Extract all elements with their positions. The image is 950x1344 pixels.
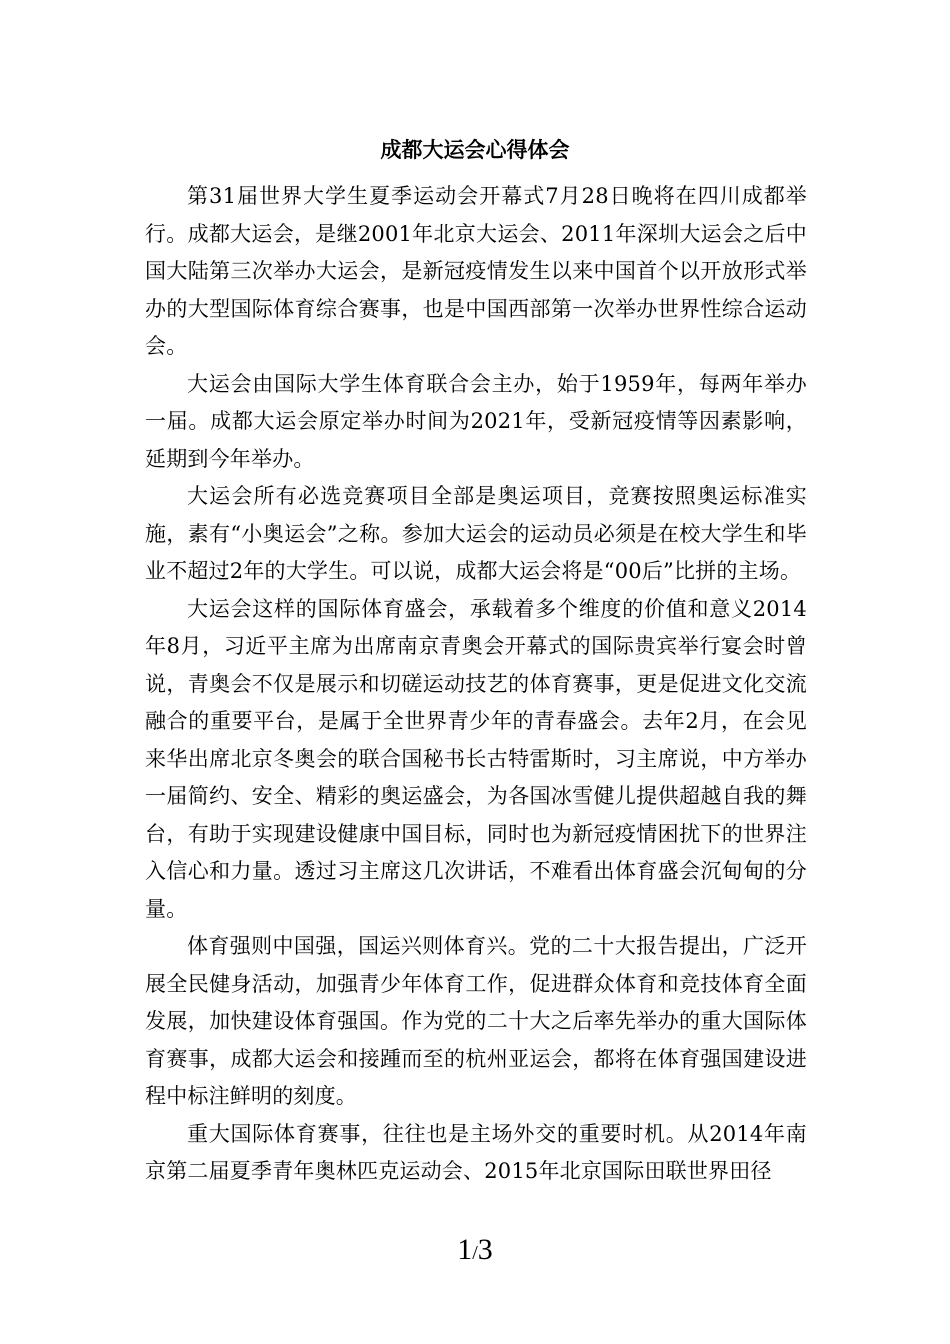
- page-number: [0, 1232, 950, 1271]
- paragraph: 第31届世界大学生夏季运动会开幕式7月28日晚将在四川成都举行。成都大运会，是继2001年北京大运会、2011年深圳大运会之后中国大陆第三次举办大运会，是新冠疫情发生以来中国首个以开放形式举办的大型国际体育综合赛事，也是中国西部第一次举办世界性综合运动会。: [145, 184, 807, 358]
- paragraph: 大运会由国际大学生体育联合会主办，始于1959年，每两年举办一届。成都大运会原定举办时间为2021年，受新冠疫情等因素影响，延期到今年举办。: [145, 371, 807, 471]
- page-number-separator: /: [472, 1242, 478, 1264]
- page-number-total: 3: [477, 1233, 493, 1266]
- page-number-current: 1: [457, 1233, 473, 1266]
- document-title: 成都大运会心得体会: [380, 138, 570, 162]
- paragraph: 大运会所有必选竞赛项目全部是奥运项目，竞赛按照奥运标准实施，素有“小奥运会”之称。参加大运会的运动员必须是在校大学生和毕业不超过2年的大学生。可以说，成都大运会将是“00后”比拼的主场。: [145, 484, 807, 583]
- document-body: [145, 178, 807, 1191]
- paragraph: 体育强则中国强，国运兴则体育兴。党的二十大报告提出，广泛开展全民健身活动，加强青少年体育工作，促进群众体育和竞技体育全面发展，加快建设体育强国。作为党的二十大之后率先举办的重大国际体育赛事，成都大运会和接踵而至的杭州亚运会，都将在体育强国建设进程中标注鲜明的刻度。: [145, 934, 807, 1108]
- paragraph: 重大国际体育赛事，往往也是主场外交的重要时机。从2014年南京第二届夏季青年奥林匹克运动会、2015年北京国际田联世界田径: [145, 1121, 807, 1183]
- paragraph: 大运会这样的国际体育盛会，承载着多个维度的价值和意义2014年8月，习近平主席为出席南京青奥会开幕式的国际贵宾举行宴会时曾说，青奥会不仅是展示和切磋运动技艺的体育赛事，更是促进文化交流融合的重要平台，是属于全世界青少年的青春盛会。去年2月，在会见来华出席北京冬奥会的联合国秘书长古特雷斯时，习主席说，中方举办一届简约、安全、精彩的奥运盛会，为各国冰雪健儿提供超越自我的舞台，有助于实现建设健康中国目标，同时也为新冠疫情困扰下的世界注入信心和力量。透过习主席这几次讲话，不难看出体育盛会沉甸甸的分量。: [145, 596, 807, 921]
